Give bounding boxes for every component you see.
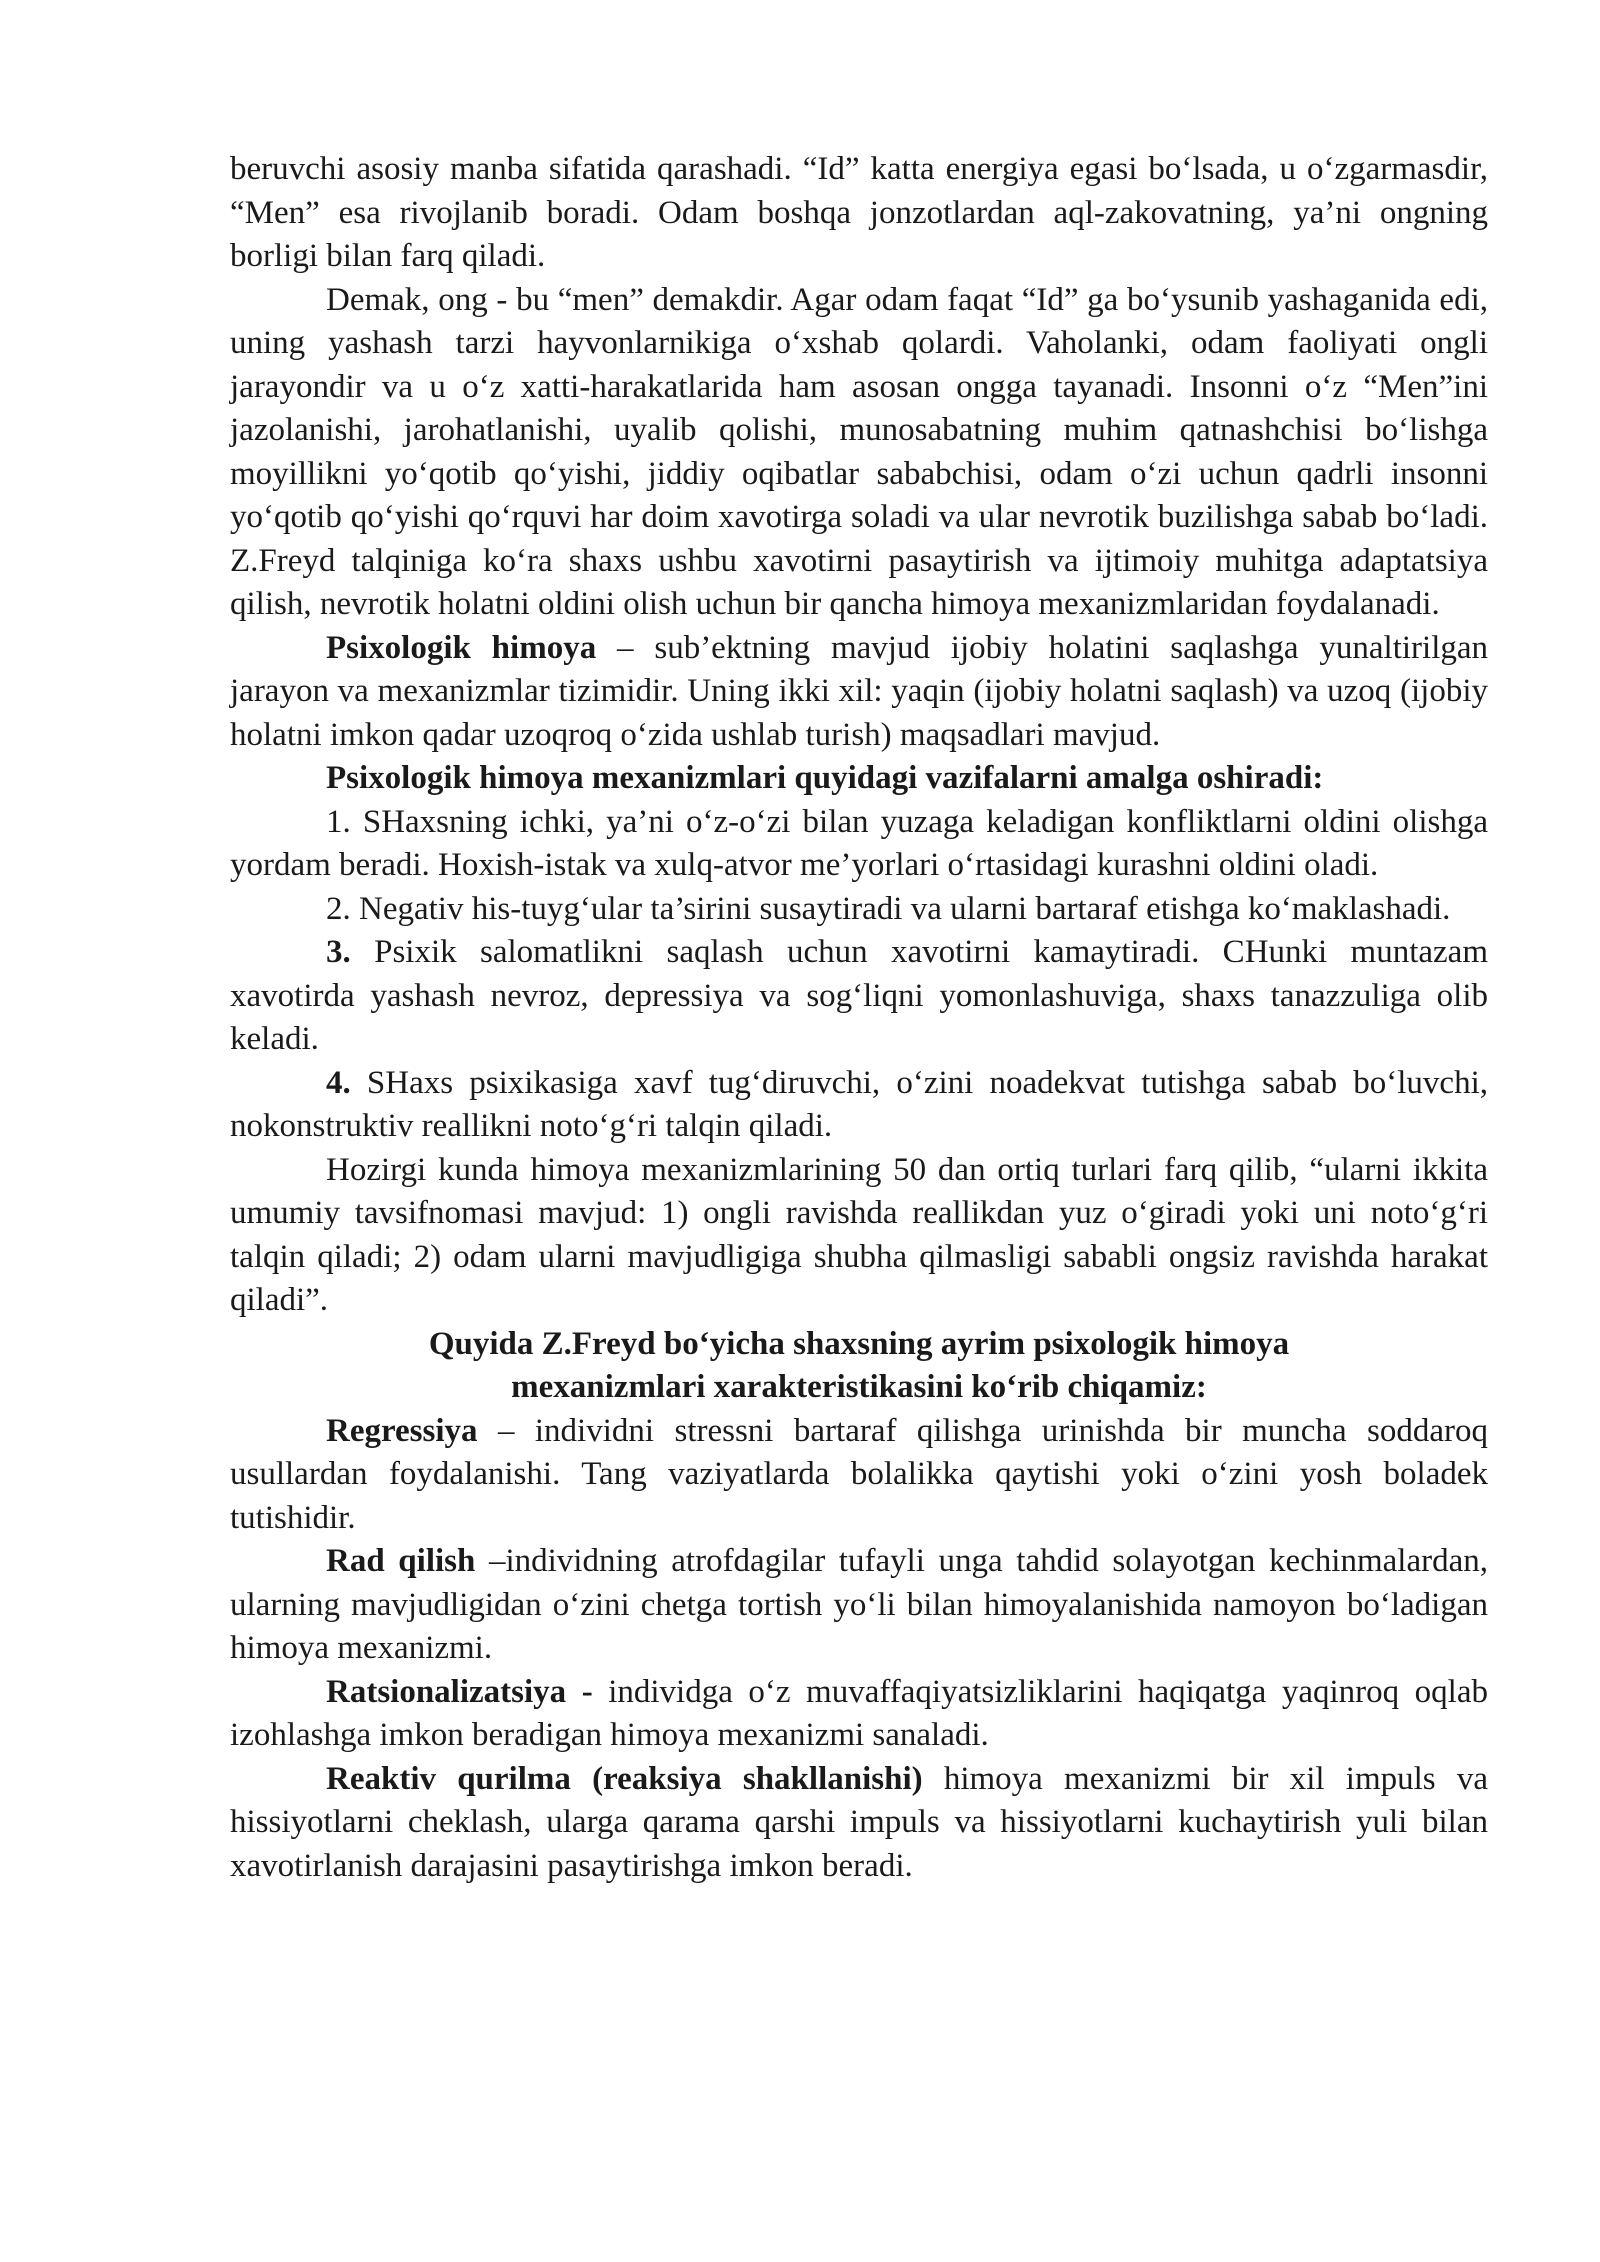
- paragraph-text: himoya mexanizmi bir xil impuls va hissiyotlarni cheklash, ularga qarama qarshi impuls va hissiyotlarni kuchaytirish yuli bilan xavotirlanish darajasini pasaytirishga imkon beradi.: [230, 1760, 1488, 1884]
- list-item-number: 4.: [326, 1064, 351, 1101]
- paragraph-text: –individning atrofdagilar tufayli unga tahdid solayotgan kechinmalardan, ularning mavjudligidan oʻzini chetga tortish yoʻli bilan himoyalanishida namoyon boʻladigan himoya mexanizmi.: [230, 1543, 1488, 1666]
- paragraph-hozirgi-kunda: [230, 1149, 1488, 1323]
- term-label: Psixologik himoya: [326, 629, 597, 666]
- list-item-3: [230, 931, 1488, 1062]
- list-item-text: 2. Negativ his-tuygʻular ta’sirini susaytiradi va ularni bartaraf etishga koʻmaklashadi.: [326, 890, 1451, 927]
- list-item-number: 3.: [326, 934, 351, 970]
- paragraph-reaktiv-qurilma: [230, 1758, 1488, 1889]
- paragraph-psixologik-himoya: [230, 627, 1488, 758]
- section-heading-line-2: mexanizmlari xarakteristikasini koʻrib chiqamiz:: [511, 1369, 1207, 1405]
- list-item-text: Psixik salomatlikni saqlash uchun xavotirni kamaytiradi. CHunki muntazam xavotirda yashash nevroz, depressiya va sogʻliqni yomonlashuviga, shaxs tanazzuliga olib keladi.: [230, 934, 1488, 1057]
- document-page: [230, 148, 1488, 1888]
- term-label: Reaktiv qurilma (reaksiya shakllanishi): [326, 1760, 923, 1797]
- section-heading-line-1: Quyida Z.Freyd boʻyicha shaxsning ayrim psixologik himoya: [428, 1325, 1290, 1362]
- section-subheading: Psixologik himoya mexanizmlari quyidagi vazifalarni amalga oshiradi:: [326, 760, 1324, 796]
- list-item-1: [230, 801, 1488, 888]
- paragraph-text: – sub’ektning mavjud ijobiy holatini saqlashga yunaltirilgan jarayon va mexanizmlar tizimidir. Uning ikki xil: yaqin (ijobiy holatni saqlash) va uzoq (ijobiy holatni imkon qadar uzoqroq oʻzida ushlab turish) maqsadlari mavjud.: [230, 629, 1489, 753]
- paragraph-ong: [230, 279, 1488, 627]
- term-label: Regressiya: [326, 1412, 478, 1449]
- list-item-text: 1. SHaxsning ichki, ya’ni oʻz-oʻzi bilan yuzaga keladigan konfliktlarni oldini olishga yordam beradi. Hoxish-istak va xulq-atvor me’yorlari oʻrtasidagi kurashni oldini oladi.: [230, 803, 1488, 883]
- list-item-2: [230, 888, 1488, 932]
- paragraph-text: individga oʻz muvaffaqiyatsizliklarini haqiqatga yaqinroq oqlab izohlashga imkon beradigan himoya mexanizmi sanaladi.: [230, 1673, 1488, 1753]
- paragraph-ratsionalizatsiya: [230, 1671, 1488, 1758]
- paragraph-text: beruvchi asosiy manba sifatida qarashadi. “Id” katta energiya egasi boʻlsada, u oʻzgarmasdir, “Men” esa rivojlanib boradi. Odam boshqa jonzotlardan aql-zakovatning, ya’ni ongning borligi bilan farq qiladi.: [230, 151, 1488, 274]
- list-item-text: SHaxs psixikasiga xavf tugʻdiruvchi, oʻzini noadekvat tutishga sabab boʻluvchi, nokonstruktiv reallikni notoʻgʻri talqin qiladi.: [230, 1064, 1488, 1144]
- paragraph-text: – individni stressni bartaraf qilishga urinishda bir muncha soddaroq usullardan foydalanishi. Tang vaziyatlarda bolalikka qaytishi yoki oʻzini yosh boladek tutishidir.: [230, 1412, 1488, 1536]
- term-label: Rad qilish: [326, 1543, 476, 1579]
- section-heading: [230, 1323, 1488, 1410]
- term-label: Ratsionalizatsiya -: [326, 1673, 593, 1710]
- paragraph-vazifalar-heading: [230, 757, 1488, 801]
- paragraph-rad-qilish: [230, 1540, 1488, 1671]
- list-item-4: [230, 1062, 1488, 1149]
- paragraph-continuation: [230, 148, 1488, 279]
- paragraph-text: Demak, ong - bu “men” demakdir. Agar odam faqat “Id” ga boʻysunib yashaganida edi, uning yashash tarzi hayvonlarnikiga oʻxshab qolardi. Vaholanki, odam faoliyati ongli jarayondir va u oʻz xatti-harakatlarida ham asosan ongga tayanadi. Insonni oʻz “Men”ini jazolanishi, jarohatlanishi, uyalib qolishi, munosabatning muhim qatnashchisi boʻlishga moyillikni yoʻqotib qoʻyishi, jiddiy oqibatlar sababchisi, odam oʻzi uchun qadrli insonni yoʻqotib qoʻyishi qoʻrquvi har doim xavotirga soladi va ular nevrotik buzilishga sabab boʻladi. Z.Freyd talqiniga koʻra shaxs ushbu xavotirni pasaytirish va ijtimoiy muhitga adaptatsiya qilish, nevrotik holatni oldini olish uchun bir qancha himoya mexanizmlaridan foydalanadi.: [230, 281, 1488, 622]
- paragraph-text: Hozirgi kunda himoya mexanizmlarining 50 dan ortiq turlari farq qilib, “ularni ikkita umumiy tavsifnomasi mavjud: 1) ongli ravishda reallikdan yuz oʻgiradi yoki uni notoʻgʻri talqin qiladi; 2) odam ularni mavjudligiga shubha qilmasligi sababli ongsiz ravishda harakat qiladi”.: [230, 1151, 1488, 1318]
- paragraph-regressiya: [230, 1410, 1488, 1541]
